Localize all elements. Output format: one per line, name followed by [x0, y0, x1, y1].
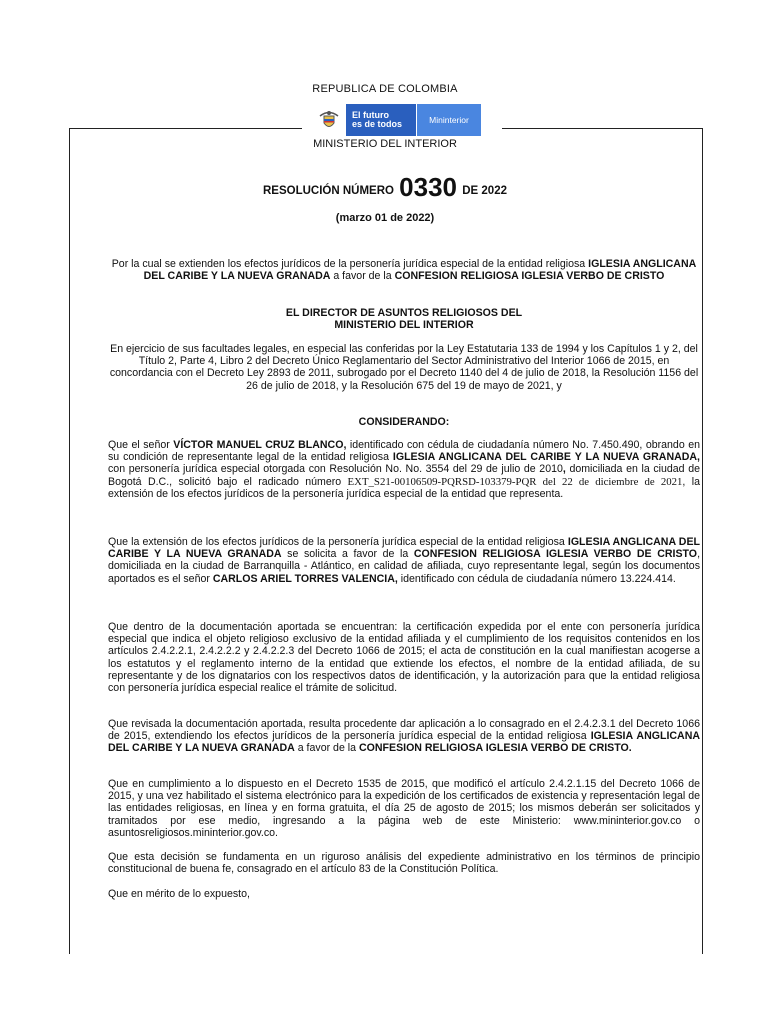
government-logo: [312, 104, 492, 136]
p4-beneficiary: CONFESION RELIGIOSA IGLESIA VERBO DE CRISTO.: [358, 742, 632, 755]
resolution-year: 2022: [481, 185, 507, 197]
exercise-paragraph: En ejercicio de sus facultades legales, en especial las conferidas por la Ley Estatutaria 133 de 1994 y los Capítulos 1 y 2, del Título 2, Parte 4, Libro 2 del Decreto Único Reglamentario del Sector Administrativo del Interior 1066 de 2015, en concordancia con el Decreto Ley 2893 de 2011, subrogado por el Decreto 1140 del 4 de julio de 2018, la Resolución 1156 del 26 de julio de 2018, y la Resolución 675 del 19 de mayo de 2021, y: [109, 343, 699, 392]
p1-text-e: con personería jurídica especial otorgada con Resolución No. No. 3554 del 29 de julio de 2010: [108, 463, 563, 476]
p2-text-c: se solicita a favor de la: [281, 548, 414, 561]
p1-radicado: EXT_S21-00106509-PQRSD-103379-PQR del 22 de diciembre de 2021: [347, 475, 683, 488]
resolution-de: DE: [462, 185, 479, 197]
intro-beneficiary: CONFESION RELIGIOSA IGLESIA VERBO DE CRISTO: [394, 270, 665, 283]
p1-text-g: domiciliada en la ciudad de Bogotá D.C., solicitó bajo el radicado número: [108, 463, 700, 488]
p2-beneficiary: CONFESION RELIGIOSA IGLESIA VERBO DE CRISTO: [413, 548, 698, 561]
resolution-label: RESOLUCIÓN NÚMERO: [262, 185, 394, 197]
p2-entity: IGLESIA ANGLICANA DEL CARIBE Y LA NUEVA GRANADA: [108, 536, 700, 561]
director-line1: EL DIRECTOR DE ASUNTOS RELIGIOSOS DEL: [285, 307, 523, 319]
p2-text-e: , domiciliada en la ciudad de Barranquilla - Atlántico, en calidad de afiliada, cuyo representante legal, según los documentos aportados es el señor: [108, 548, 701, 585]
frame-left-border: [69, 128, 70, 954]
intro-paragraph: [108, 258, 700, 282]
ministry-heading: MINISTERIO DEL INTERIOR: [313, 138, 457, 150]
intro-entity: IGLESIA ANGLICANA DEL CARIBE Y LA NUEVA GRANADA: [143, 258, 697, 283]
p4-text-a: Que revisada la documentación aportada, resulta procedente dar aplicación a lo consagrado en el 2.4.2.3.1 del Decreto 1066 de 2015, extendiendo los efectos jurídicos de la personería jurídica especial de la entidad religiosa: [108, 718, 700, 743]
paragraph-5: Que en cumplimiento a lo dispuesto en el Decreto 1535 de 2015, que modificó el artículo 2.4.2.1.15 del Decreto 1066 de 2015, y una vez habilitado el sistema electrónico para la expedición de los certificados de existencia y representación legal de las entidades religiosas, en línea y en forma gratuita, el día 25 de agosto de 2015; los mismos deberán ser solicitados y tramitados por ese medio, ingresando a la página web de este Ministerio: www.mininterior.gov.co o asuntosreligiosos.mininterior.gov.co.: [108, 778, 700, 839]
p2-representative: CARLOS ARIEL TORRES VALENCIA,: [212, 572, 398, 585]
paragraph-2: [108, 536, 700, 585]
p1-text-i: , la extensión de los efectos jurídicos de la personería jurídica especial de la entidad que representa.: [108, 475, 700, 500]
logo-slogan-line2: es de todos: [352, 119, 403, 129]
logo-ministry: Mininterior: [416, 104, 481, 136]
p1-entity: IGLESIA ANGLICANA DEL CARIBE Y LA NUEVA GRANADA,: [392, 451, 700, 464]
director-heading: [108, 307, 700, 331]
p1-text-a: Que el señor: [108, 439, 174, 451]
frame-right-border: [702, 128, 703, 954]
p2-text-a: Que la extensión de los efectos jurídicos de la personería jurídica especial de la entidad religiosa: [108, 536, 568, 548]
p1-text-c: identificado con cédula de ciudadanía número No. 7.450.490, obrando en su condición de representante legal de la entidad religiosa: [108, 439, 700, 464]
paragraph-1: [108, 439, 700, 500]
resolution-title: [0, 172, 770, 203]
frame-top-left-border: [69, 128, 302, 129]
frame-top-right-border: [502, 128, 703, 129]
intro-favor: a favor de la: [330, 270, 395, 283]
p1-comma: ,: [562, 463, 566, 476]
p4-entity: IGLESIA ANGLICANA DEL CARIBE Y LA NUEVA GRANADA: [108, 730, 700, 755]
p2-text-g: identificado con cédula de ciudadanía número 13.224.414.: [397, 572, 676, 585]
p4-text-c: a favor de la: [294, 742, 359, 755]
paragraph-6: Que esta decisión se fundamenta en un riguroso análisis del expediente administrativo en los términos de principio constitucional de buena fe, consagrado en el artículo 83 de la Constitución Política.: [108, 851, 700, 876]
logo-slogan: [346, 104, 416, 136]
country-heading: REPUBLICA DE COLOMBIA: [312, 83, 458, 95]
director-line2: MINISTERIO DEL INTERIOR: [334, 319, 474, 332]
intro-text: Por la cual se extienden los efectos jurídicos de la personería jurídica especial de la entidad religiosa: [111, 258, 586, 270]
paragraph-7: Que en mérito de lo expuesto,: [108, 888, 250, 900]
coat-of-arms-icon: [312, 105, 346, 135]
p1-name: VÍCTOR MANUEL CRUZ BLANCO,: [173, 439, 347, 451]
considerando-heading: CONSIDERANDO:: [358, 416, 450, 428]
paragraph-4: [108, 718, 700, 755]
paragraph-3: Que dentro de la documentación aportada se encuentran: la certificación expedida por el ente con personería jurídica especial que indica el objeto religioso exclusivo de la entidad afiliada y el cumplimiento de los requisitos contenidos en los artículos 2.4.2.2.1, 2.4.2.2.2 y 2.4.2.2.3 del Decreto 1066 de 2015; el acta de constitución en la cual manifiestan acogerse a los estatutos y el reglamento interno de la entidad que extiende los efectos, el nombre de la entidad afiliada, de su representante y de los dignatarios con los respectivos datos de identificación, y la autorización para que la entidad religiosa con personería jurídica especial realice el trámite de solicitud.: [108, 621, 700, 695]
resolution-date: (marzo 01 de 2022): [335, 212, 435, 224]
logo-slogan-line1: El futuro: [352, 110, 389, 120]
resolution-number: 0330: [399, 172, 458, 202]
